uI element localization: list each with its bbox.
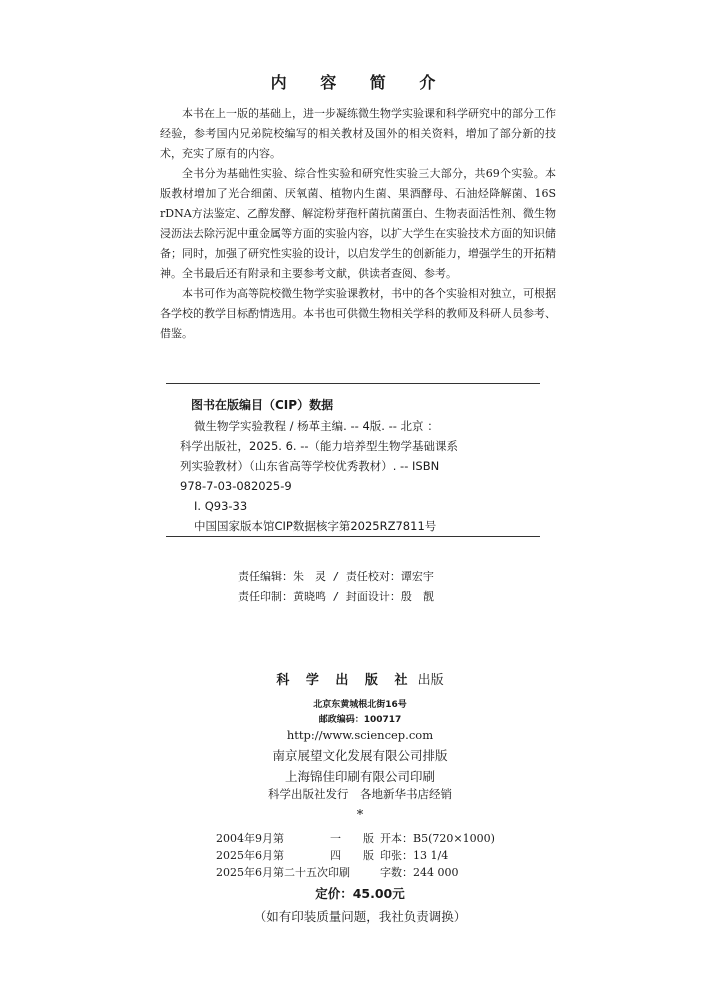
publisher-postcode: 邮政编码：100717: [318, 715, 402, 725]
price: 定价：45.00元: [315, 886, 405, 901]
intro-paragraph: 本书在上一版的基础上，进一步凝练微生物学实验课和科学研究中的部分工作经验，参考国内兄弟院校编写的相关教材及国外的相关资料，增加了部分新的技术，充实了原有的内容。: [160, 107, 556, 160]
credits-line: 责任印制：黄晓鸣 / 封面设计：殷 靓: [238, 590, 434, 603]
intro-paragraph: 全书分为基础性实验、综合性实验和研究性实验三大部分，共69个实验。本版教材增加了光合细菌、厌氧菌、植物内生菌、果酒酵母、石油烃降解菌、16S rDNA方法鉴定、乙醇发酵、解淀粉芽孢杆菌抗菌蛋白、生物表面活性剂、微生物浸沥法去除污泥中重金属等方面的实验内容，以扩大学生在实验技术方面的知识储备；同时，加强了研究性实验的设计，以启发学生的创新能力，增强学生的开拓精神。全书最后还有附录和主要参考文献，供读者查阅、参考。: [160, 167, 556, 280]
separator-star: *: [356, 808, 364, 823]
cip-line: 微生物学实验教程 / 杨革主编. -- 4版. -- 北京 ：: [194, 419, 439, 433]
cip-line: 中国国家版本馆CIP数据核字第2025RZ7811号: [194, 519, 437, 533]
cip-record: [166, 416, 540, 536]
edition-number: 一 版: [330, 832, 374, 845]
cip-line: Ⅰ. Q93-33: [194, 499, 248, 513]
edition-date: 2025年6月第: [216, 849, 284, 862]
intro-text: [160, 104, 556, 344]
publisher-suffix: 出版: [417, 673, 444, 688]
publisher-name: 科 学 出 版 社: [276, 673, 414, 688]
section-title: 内 容 简 介: [270, 73, 450, 92]
cip-top-rule: [166, 383, 540, 384]
edition-spec: 字数：244 000: [380, 866, 459, 879]
edition-spec: 开本：B5(720×1000): [380, 832, 495, 845]
cip-line: 978-7-03-082025-9: [180, 479, 292, 493]
credits: [238, 567, 434, 607]
publisher-line: [0, 669, 720, 688]
cip-heading: 图书在版编目（CIP）数据: [191, 398, 334, 412]
typesetting-credit: 南京展望文化发展有限公司排版: [272, 748, 448, 763]
edition-number: 四 版: [330, 849, 374, 862]
cip-bottom-rule: [166, 536, 540, 537]
edition-date: 2004年9月第: [216, 832, 284, 845]
edition-spec: 印张：13 1/4: [380, 849, 449, 862]
publisher-url: http://www.sciencep.com: [286, 728, 434, 742]
cip-line: 列实验教材）（山东省高等学校优秀教材）. -- ISBN: [180, 459, 440, 473]
printing-credit: 上海锦佳印刷有限公司印刷: [284, 769, 435, 784]
intro-paragraph: 本书可作为高等院校微生物学实验课教材，书中的各个实验相对独立，可根据各学校的教学目标酌情选用。本书也可供微生物相关学科的教师及科研人员参考、借鉴。: [160, 287, 556, 340]
distribution-credit: 科学出版社发行 各地新华书店经销: [268, 787, 452, 801]
credits-line: 责任编辑：朱 灵 / 责任校对：谭宏宇: [238, 570, 434, 583]
publisher-address: 北京东黄城根北街16号: [313, 700, 407, 710]
edition-date: 2025年6月第二十五次印刷: [216, 866, 350, 879]
cip-line: 科学出版社，2025. 6. --（能力培养型生物学基础课系: [180, 439, 459, 453]
quality-notice: （如有印装质量问题，我社负责调换）: [253, 909, 467, 924]
